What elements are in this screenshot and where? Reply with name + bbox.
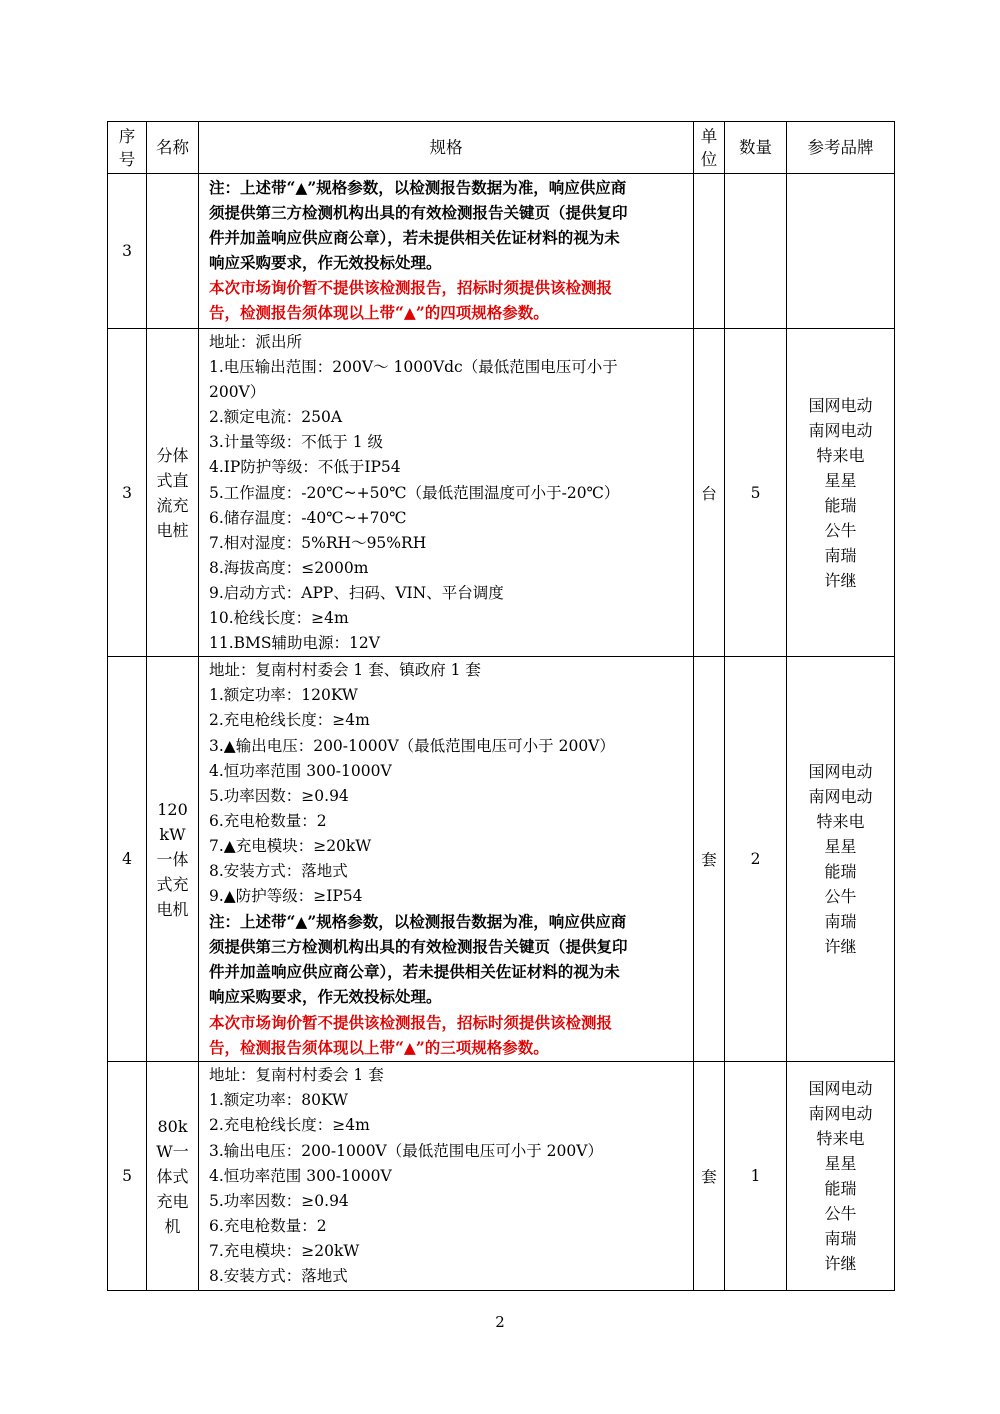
spec-line: 8.海拔高度：≤2000m [209, 558, 369, 577]
item-name [147, 174, 199, 329]
spec-line-note: 响应采购要求，作无效投标处理。 [209, 987, 442, 1007]
spec-line: 3.计量等级：不低于 1 级 [209, 433, 384, 452]
unit: 台 [694, 329, 725, 657]
brand-item: 星星 [824, 837, 857, 857]
spec-line: 3.▲输出电压：200-1000V（最低范围电压可小于 200V） [209, 736, 615, 755]
header-qty: 数量 [725, 122, 787, 174]
brand-item: 公牛 [824, 1204, 857, 1224]
spec-cell [199, 657, 694, 1062]
spec-line-red-note: 本次市场询价暂不提供该检测报告，招标时须提供该检测报 [209, 1012, 613, 1032]
brand-item: 许继 [824, 570, 857, 590]
header-unit: 单位 [694, 122, 725, 174]
row-index: 4 [108, 657, 147, 1062]
spec-line: 7.相对湿度：5%RH～95%RH [209, 533, 427, 552]
brand-list [787, 174, 895, 329]
spec-line: 2.充电枪线长度：≥4m [209, 1116, 370, 1135]
spec-line: 6.充电枪数量：2 [209, 1216, 327, 1235]
spec-line: 5.工作温度：-20℃~+50℃（最低范围温度可小于-20℃） [209, 483, 620, 502]
spec-line: 地址：复南村村委会 1 套 [209, 1066, 384, 1085]
spec-line: 11.BMS辅助电源：12V [209, 634, 380, 653]
spec-line-red-note: 告，检测报告须体现以上带“▲”的四项规格参数。 [209, 303, 549, 323]
spec-line: 地址：复南村村委会 1 套、镇政府 1 套 [209, 661, 481, 680]
brand-item: 南网电动 [808, 1104, 873, 1124]
spec-line: 5.功率因数：≥0.94 [209, 786, 349, 805]
spec-line: 2.充电枪线长度：≥4m [209, 711, 370, 730]
row-index: 5 [108, 1062, 147, 1291]
spec-line: 1.电压输出范围：200V～ 1000Vdc（最低范围电压可小于 [209, 358, 618, 377]
brand-item: 特来电 [816, 445, 865, 465]
unit: 套 [694, 657, 725, 1062]
spec-line: 2.额定电流：250A [209, 408, 343, 427]
brand-item: 南网电动 [808, 420, 873, 440]
brand-item: 国网电动 [808, 762, 873, 782]
spec-line: 6.充电枪数量：2 [209, 811, 327, 830]
item-name [147, 329, 199, 657]
spec-line-note: 响应采购要求，作无效投标处理。 [209, 253, 442, 273]
header-idx: 序号 [108, 122, 147, 174]
item-name-text: 120kW一体式充电机 [156, 799, 189, 919]
row-index: 3 [108, 174, 147, 329]
spec-line: 1.额定功率：80KW [209, 1091, 348, 1110]
spec-line-note: 件并加盖响应供应商公章），若未提供相关佐证材料的视为未 [209, 962, 620, 982]
spec-line: 7.充电模块：≥20kW [209, 1241, 360, 1260]
brand-item: 国网电动 [808, 395, 873, 415]
quantity [725, 174, 787, 329]
spec-line: 4.恒功率范围 300-1000V [209, 1166, 392, 1185]
spec-line-note: 注：上述带“▲”规格参数，以检测报告数据为准，响应供应商 [209, 178, 627, 197]
brand-item: 星星 [824, 470, 857, 490]
header-spec: 规格 [199, 122, 694, 174]
brand-list [787, 657, 895, 1062]
spec-cell [199, 1062, 694, 1291]
brand-item: 公牛 [824, 520, 857, 540]
brand-item: 公牛 [824, 887, 857, 907]
brand-item: 国网电动 [808, 1079, 873, 1099]
brand-list [787, 329, 895, 657]
spec-cell [199, 329, 694, 657]
spec-line: 1.额定功率：120KW [209, 686, 358, 705]
brand-item: 南网电动 [808, 787, 873, 807]
unit [694, 174, 725, 329]
spec-table [107, 121, 895, 1291]
brand-item: 南瑞 [824, 1229, 857, 1249]
spec-line-red-note: 告，检测报告须体现以上带“▲”的三项规格参数。 [209, 1037, 549, 1057]
item-name-text: 分体式直流充电桩 [156, 445, 189, 540]
brand-item: 南瑞 [824, 545, 857, 565]
brand-item: 能瑞 [824, 862, 857, 882]
spec-line: 5.功率因数：≥0.94 [209, 1191, 349, 1210]
brand-list [787, 1062, 895, 1291]
spec-line: 4.IP防护等级：不低于IP54 [209, 458, 401, 477]
item-name [147, 657, 199, 1062]
quantity: 5 [725, 329, 787, 657]
spec-line-red-note: 本次市场询价暂不提供该检测报告，招标时须提供该检测报 [209, 278, 613, 298]
spec-line: 200V） [209, 383, 266, 402]
brand-item: 星星 [824, 1154, 857, 1174]
spec-line: 7.▲充电模块：≥20kW [209, 836, 372, 855]
table-row [108, 329, 895, 657]
table-row [108, 1062, 895, 1291]
header-brand: 参考品牌 [787, 122, 895, 174]
table-header-row [108, 122, 895, 174]
table-row [108, 174, 895, 329]
quantity: 2 [725, 657, 787, 1062]
row-index: 3 [108, 329, 147, 657]
spec-line: 10.枪线长度：≥4m [209, 609, 349, 628]
page-number: 2 [495, 1313, 505, 1331]
brand-item: 许继 [824, 1254, 857, 1274]
spec-line: 9.启动方式：APP、扫码、VIN、平台调度 [209, 583, 504, 602]
table-row [108, 657, 895, 1062]
brand-item: 特来电 [816, 1129, 865, 1149]
spec-line: 3.输出电压：200-1000V（最低范围电压可小于 200V） [209, 1141, 603, 1160]
unit: 套 [694, 1062, 725, 1291]
spec-line: 9.▲防护等级：≥IP54 [209, 887, 363, 906]
spec-line: 6.储存温度：-40℃~+70℃ [209, 508, 407, 527]
header-name: 名称 [147, 122, 199, 174]
brand-item: 能瑞 [824, 1179, 857, 1199]
spec-line-note: 须提供第三方检测机构出具的有效检测报告关键页（提供复印 [209, 937, 628, 957]
table-body [108, 174, 895, 1291]
brand-item: 特来电 [816, 812, 865, 832]
brand-item: 能瑞 [824, 495, 857, 515]
item-name-text: 80kW一体式充电机 [156, 1116, 189, 1236]
spec-line: 地址：派出所 [209, 333, 303, 351]
spec-cell [199, 174, 694, 329]
spec-line-note: 件并加盖响应供应商公章），若未提供相关佐证材料的视为未 [209, 228, 620, 248]
spec-line-note: 注：上述带“▲”规格参数，以检测报告数据为准，响应供应商 [209, 912, 627, 932]
brand-item: 许继 [824, 937, 857, 957]
quantity: 1 [725, 1062, 787, 1291]
spec-line-note: 须提供第三方检测机构出具的有效检测报告关键页（提供复印 [209, 203, 628, 223]
spec-line: 8.安装方式：落地式 [209, 861, 348, 880]
brand-item: 南瑞 [824, 912, 857, 932]
item-name [147, 1062, 199, 1291]
spec-line: 8.安装方式：落地式 [209, 1266, 348, 1285]
spec-line: 4.恒功率范围 300-1000V [209, 761, 392, 780]
